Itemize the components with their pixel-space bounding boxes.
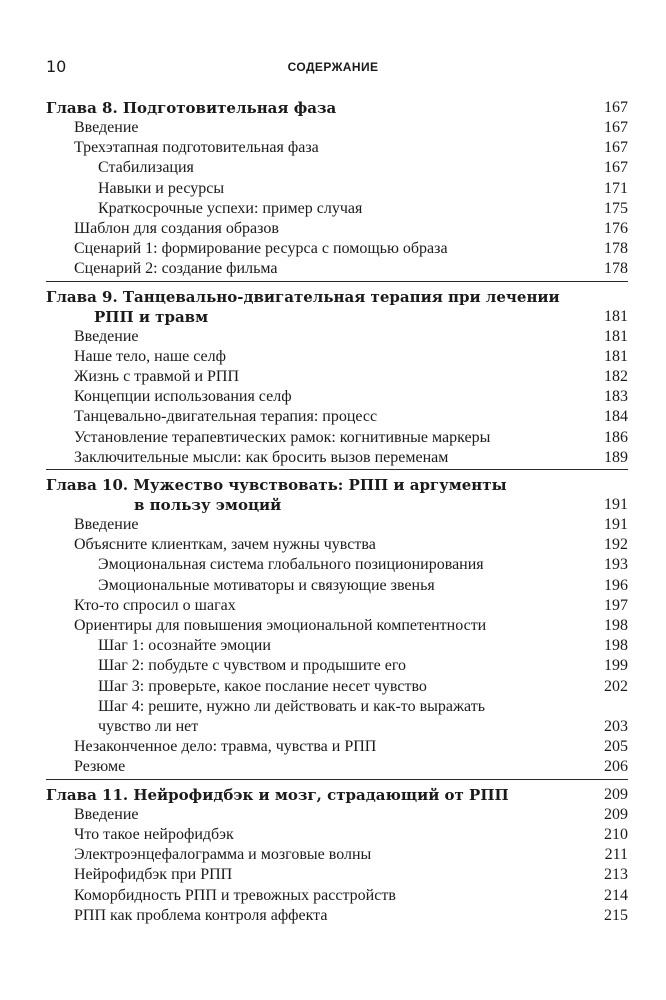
toc-entry <box>46 347 628 367</box>
entry-text: Шаг 3: проверьте, какое послание несет чувство <box>98 677 427 695</box>
chapter-title-row <box>46 495 628 515</box>
entry-text: Эмоциональная система глобального позиционирования <box>98 556 484 574</box>
entry-page: 210 <box>604 825 628 843</box>
entry-text: Сценарий 1: формирование ресурса с помощью образа <box>74 240 448 258</box>
toc-entry <box>46 757 628 777</box>
entry-text: РПП как проблема контроля аффекта <box>74 906 328 924</box>
entry-page: 171 <box>604 179 628 197</box>
entry-page: 192 <box>604 536 628 554</box>
entry-page: 178 <box>604 260 628 278</box>
entry-page: 167 <box>604 159 628 177</box>
entry-text: Введение <box>74 327 139 345</box>
chapter-9 <box>46 287 628 470</box>
toc-subentry <box>46 677 628 697</box>
toc-entry <box>46 327 628 347</box>
entry-text: Объясните клиенткам, зачем нужны чувства <box>74 536 376 554</box>
entry-text: Введение <box>74 805 139 823</box>
toc-entry <box>46 596 628 616</box>
entry-text: Краткосрочные успехи: пример случая <box>98 199 363 217</box>
page-header <box>0 56 666 80</box>
entry-page: 215 <box>604 906 628 924</box>
chapter-title: Глава 11. Нейрофидбэк и мозг, страдающий от РПП <box>46 785 509 804</box>
entry-page: 183 <box>604 388 628 406</box>
entry-page: 196 <box>604 576 628 594</box>
toc-subentry <box>46 179 628 199</box>
toc-entry <box>46 138 628 158</box>
entry-text: Кто-то спросил о шагах <box>74 596 236 614</box>
toc-subentry <box>46 656 628 676</box>
toc-entry <box>46 515 628 535</box>
toc-entry <box>46 367 628 387</box>
entry-page: 184 <box>604 408 628 426</box>
toc-subentry <box>46 636 628 656</box>
entry-page: 167 <box>604 119 628 136</box>
toc-entry <box>46 448 628 468</box>
page-number: 10 <box>46 57 67 76</box>
toc-subentry <box>46 576 628 596</box>
toc-entry <box>46 535 628 555</box>
entry-page: 178 <box>604 240 628 258</box>
entry-text: Ориентиры для повышения эмоциональной компетентности <box>74 617 487 635</box>
running-head: СОДЕРЖАНИЕ <box>287 60 379 74</box>
chapter-title-row <box>46 287 628 307</box>
chapter-title-row <box>46 307 628 327</box>
entry-page: 176 <box>604 220 628 238</box>
entry-page: 198 <box>604 637 628 655</box>
toc-subentry-continuation <box>46 717 628 737</box>
entry-page: 181 <box>604 327 628 345</box>
entry-page: 197 <box>604 596 628 614</box>
toc-entry <box>46 118 628 138</box>
toc-entry <box>46 219 628 239</box>
entry-text: Шаг 4: решите, нужно ли действовать и как-то выражать <box>98 697 486 715</box>
entry-page: 211 <box>604 846 628 864</box>
entry-page: 181 <box>604 347 628 365</box>
toc-entry <box>46 407 628 427</box>
entry-page: 189 <box>604 448 628 466</box>
entry-text: Навыки и ресурсы <box>98 179 225 197</box>
table-of-contents <box>46 98 628 932</box>
toc-entry <box>46 825 628 845</box>
entry-text: Установление терапевтических рамок: когнитивные маркеры <box>74 428 491 446</box>
chapter-page: 167 <box>604 99 628 116</box>
chapter-title-continuation: в пользу эмоций <box>134 496 282 515</box>
entry-text: Наше тело, наше селф <box>74 347 226 365</box>
entry-text: Заключительные мысли: как бросить вызов переменам <box>74 448 449 466</box>
toc-entry <box>46 239 628 259</box>
entry-page: 182 <box>604 368 628 386</box>
toc-entry <box>46 845 628 865</box>
entry-text: Введение <box>74 516 139 534</box>
toc-entry <box>46 805 628 825</box>
chapter-title: Глава 8. Подготовительная фаза <box>46 99 337 117</box>
chapter-title-continuation: РПП и травм <box>94 307 209 326</box>
entry-text: Резюме <box>74 758 126 776</box>
entry-text: Стабилизация <box>98 159 194 177</box>
entry-page: 206 <box>604 758 628 776</box>
entry-page: 186 <box>604 428 628 446</box>
chapter-title-row <box>46 785 628 805</box>
chapter-title-row <box>46 98 628 118</box>
chapter-title-row <box>46 475 628 495</box>
entry-text: Жизнь с травмой и РПП <box>74 368 240 386</box>
entry-text: Шаг 2: побудьте с чувством и продышите его <box>98 657 407 675</box>
entry-page: 214 <box>604 886 628 904</box>
entry-page: 175 <box>604 199 628 217</box>
toc-subentry <box>46 158 628 178</box>
toc-entry <box>46 387 628 407</box>
entry-text: Эмоциональные мотиваторы и связующие звенья <box>98 576 435 594</box>
entry-text: Шаг 1: осознайте эмоции <box>98 637 271 655</box>
chapter-8 <box>46 98 628 282</box>
entry-text: Незаконченное дело: травма, чувства и РПП <box>74 738 377 756</box>
chapter-title: Глава 10. Мужество чувствовать: РПП и аргументы <box>46 476 507 495</box>
entry-text: Танцевально-двигательная терапия: процесс <box>74 408 378 426</box>
entry-page: 209 <box>604 805 628 823</box>
entry-text: Электроэнцефалограмма и мозговые волны <box>74 846 372 864</box>
entry-page: 203 <box>604 718 628 736</box>
entry-text: Трехэтапная подготовительная фаза <box>74 139 319 157</box>
entry-text: Концепции использования селф <box>74 388 292 406</box>
chapter-page: 181 <box>604 307 628 325</box>
toc-subentry <box>46 697 628 717</box>
entry-page: 167 <box>604 139 628 157</box>
entry-page: 202 <box>604 677 628 695</box>
toc-subentry <box>46 199 628 219</box>
toc-entry <box>46 737 628 757</box>
entry-page: 193 <box>604 556 628 574</box>
chapter-title: Глава 9. Танцевально-двигательная терапия при лечении <box>46 287 560 306</box>
entry-page: 205 <box>604 738 628 756</box>
toc-entry <box>46 886 628 906</box>
toc-entry <box>46 865 628 885</box>
entry-text: Введение <box>74 119 139 136</box>
entry-text: Нейрофидбэк при РПП <box>74 866 233 884</box>
toc-entry <box>46 259 628 279</box>
chapter-10 <box>46 475 628 780</box>
entry-page: 213 <box>604 866 628 884</box>
chapter-11 <box>46 785 628 927</box>
toc-subentry <box>46 555 628 575</box>
chapter-page: 209 <box>604 785 628 803</box>
entry-text: Сценарий 2: создание фильма <box>74 260 278 278</box>
entry-text: Что такое нейрофидбэк <box>74 825 234 843</box>
toc-entry <box>46 906 628 926</box>
entry-text: Коморбидность РПП и тревожных расстройств <box>74 886 396 904</box>
entry-page: 198 <box>604 617 628 635</box>
toc-entry <box>46 428 628 448</box>
toc-entry <box>46 616 628 636</box>
entry-text: Шаблон для создания образов <box>74 220 279 238</box>
entry-page: 199 <box>604 657 628 675</box>
entry-text: чувство ли нет <box>98 718 199 736</box>
entry-page: 191 <box>604 516 628 534</box>
chapter-page: 191 <box>604 496 628 514</box>
